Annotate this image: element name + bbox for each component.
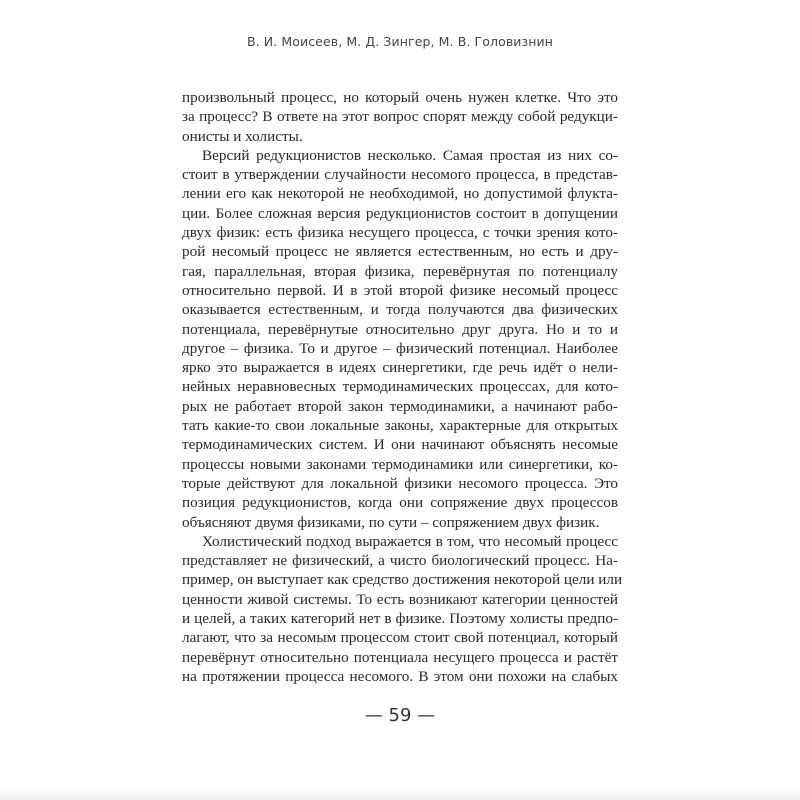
text-line: перевёрнут относительно потенциала несущего процесса и растёт (182, 648, 618, 666)
text-line: термодинамических систем. И они начинают объяснять несомые (182, 436, 618, 454)
text-line: Версий редукционистов несколько. Самая простая из них со- (202, 146, 618, 164)
paragraph (182, 88, 618, 146)
text-line: объясняют двумя физиками, по сути – сопряжением двух физик. (182, 513, 600, 531)
text-line: тать какие-то свои локальные законы, характерные для открытых (182, 417, 618, 435)
text-line: онисты и холисты. (182, 127, 303, 145)
page-number: — 59 — (364, 705, 436, 726)
text-line: за процесс? В ответе на этот вопрос спорят между собой редукци- (182, 108, 618, 126)
text-line: ярко это выражается в идеях синергетики, где речь идёт о нели- (182, 359, 618, 377)
text-line: ценности живой системы. То есть возникают категории ценностей (182, 590, 618, 608)
text-line: лагают, что за несомым процессом стоит свой потенциал, который (182, 629, 618, 647)
text-line: представляет не физический, а чисто биологический процесс. На- (182, 552, 618, 570)
text-line: рых не работает второй закон термодинамики, а начинают рабо- (182, 397, 618, 415)
text-line: торые действуют для локальной физики несомого процесса. Это (182, 474, 618, 492)
text-line: оказывается естественным, и тогда получаются два физических (182, 301, 618, 319)
text-line: позиция редукционистов, когда они сопряжение двух процессов (182, 494, 618, 512)
text-line: лении его как некоторой не необходимой, но допустимой флукта- (182, 185, 618, 203)
text-line: пример, он выступает как средство достижения некоторой цели или (182, 571, 623, 589)
text-line: произвольный процесс, но который очень нужен клетке. Что это (182, 89, 618, 106)
text-line: рой несомый процесс не является естественным, но есть и дру- (182, 243, 618, 261)
body-text (182, 88, 623, 686)
text-line: на протяжении процесса несомого. В этом они похожи на слабых (182, 667, 618, 685)
text-line: потенциала, перевёрнутые относительно друг друга. Но и то и (182, 320, 618, 338)
text-line: и целей, а таких категорий нет в физике. Поэтому холисты предпо- (182, 610, 618, 628)
page-edge (0, 788, 800, 800)
text-line: гая, параллельная, вторая физика, перевёрнутая по потенциалу (182, 262, 618, 280)
running-header: В. И. Моисеев, М. Д. Зингер, М. В. Головизнин (246, 34, 554, 49)
text-line: ции. Более сложная версия редукционистов состоит в допущении (182, 204, 618, 222)
text-line: стоит в утверждении случайности несомого процесса, в представ- (182, 166, 618, 184)
text-line: другое – физика. То и другое – физический потенциал. Наиболее (182, 339, 618, 357)
text-line: процессы новыми законами термодинамики или синергетики, ко- (182, 455, 618, 473)
text-line: двух физик: есть физика несущего процесса, с точки зрения кото- (182, 224, 618, 242)
paragraph (182, 532, 623, 686)
paragraph (182, 146, 618, 532)
text-line: Холистический подход выражается в том, что несомый процесс (202, 532, 618, 550)
text-line: нейных неравновесных термодинамических процессах, для кото- (182, 378, 618, 396)
text-line: относительно первой. И в этой второй физике несомый процесс (182, 281, 618, 299)
